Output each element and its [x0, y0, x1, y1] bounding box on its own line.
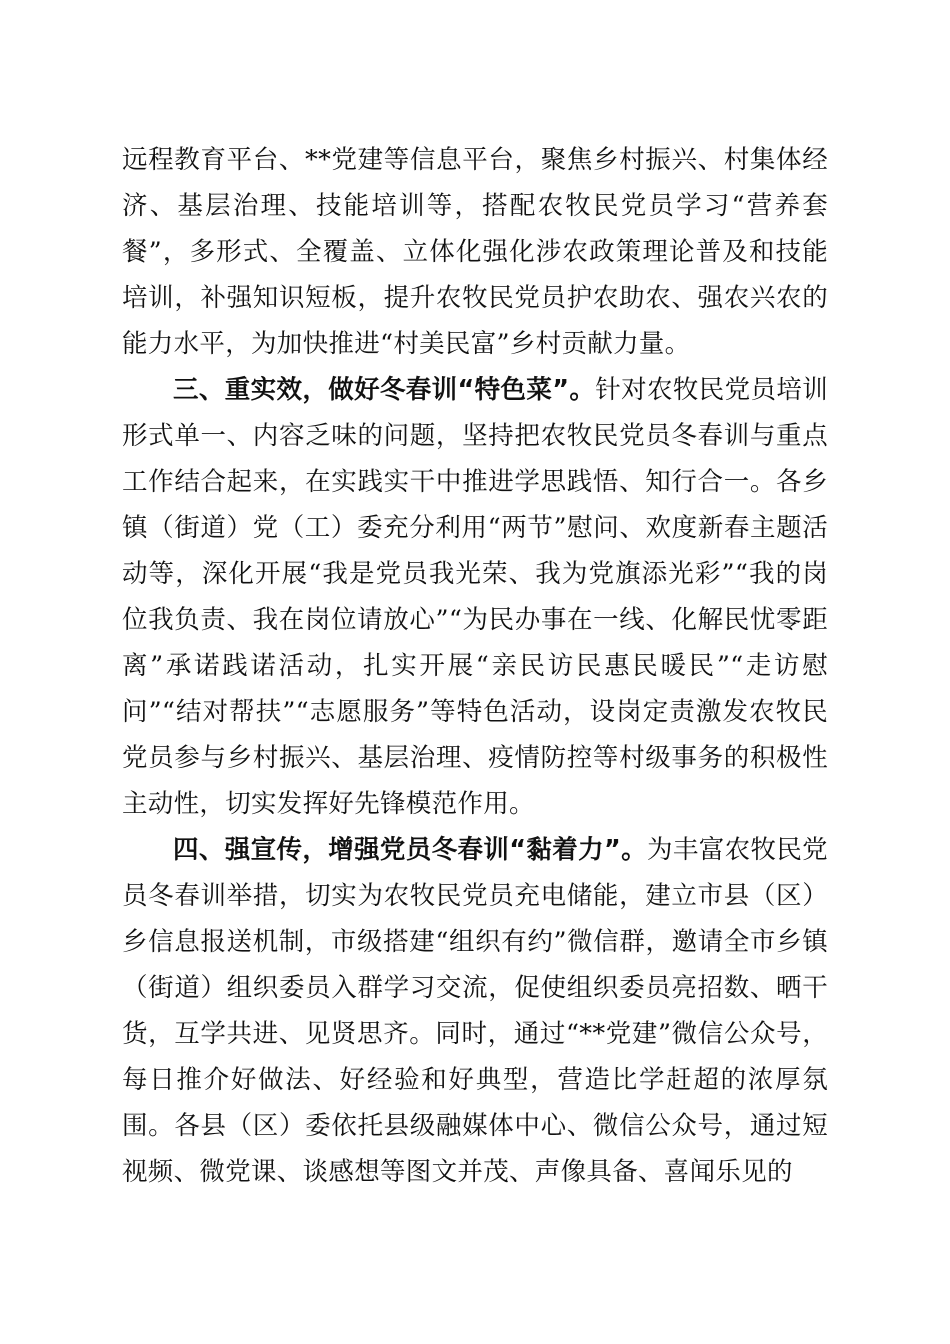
- document-page: [122, 137, 828, 1195]
- section-4-body: 为丰富农牧民党员冬春训举措，切实为农牧民党员充电储能，建立市县（区）乡信息报送机制，市级搭建“组织有约”微信群，邀请全市乡镇（街道）组织委员入群学习交流，促使组织委员亮招数、晒干货，互学共进、见贤思齐。同时，通过“**党建”微信公众号，每日推介好做法、好经验和好典型，营造比学赶超的浓厚氛围。各县（区）委依托县级融媒体中心、微信公众号，通过短视频、微党课、谈感想等图文并茂、声像具备、喜闻乐见的: [122, 835, 828, 1187]
- section-3-body: 针对农牧民党员培训形式单一、内容乏味的问题，坚持把农牧民党员冬春训与重点工作结合起来，在实践实干中推进学思践悟、知行合一。各乡镇（街道）党（工）委充分利用“两节”慰问、欢度新春主题活动等，深化开展“我是党员我光荣、我为党旗添光彩”“我的岗位我负责、我在岗位请放心”“为民办事在一线、化解民忧零距离”承诺践诺活动，扎实开展“亲民访民惠民暖民”“走访慰问”“结对帮扶”“志愿服务”等特色活动，设岗定责激发农牧民党员参与乡村振兴、基层治理、疫情防控等村级事务的积极性主动性，切实发挥好先锋模范作用。: [122, 375, 829, 819]
- section-3-heading: 三、重实效，做好冬春训“特色菜”。: [173, 375, 596, 405]
- section-4-heading: 四、强宣传，增强党员冬春训“黏着力”。: [173, 835, 647, 865]
- section-3-paragraph: [122, 367, 828, 827]
- paragraph-continued: 远程教育平台、**党建等信息平台，聚焦乡村振兴、村集体经济、基层治理、技能培训等，搭配农牧民党员学习“营养套餐”，多形式、全覆盖、立体化强化涉农政策理论普及和技能培训，补强知识短板，提升农牧民党员护农助农、强农兴农的能力水平，为加快推进“村美民富”乡村贡献力量。: [122, 145, 828, 359]
- section-4-paragraph: [122, 827, 828, 1195]
